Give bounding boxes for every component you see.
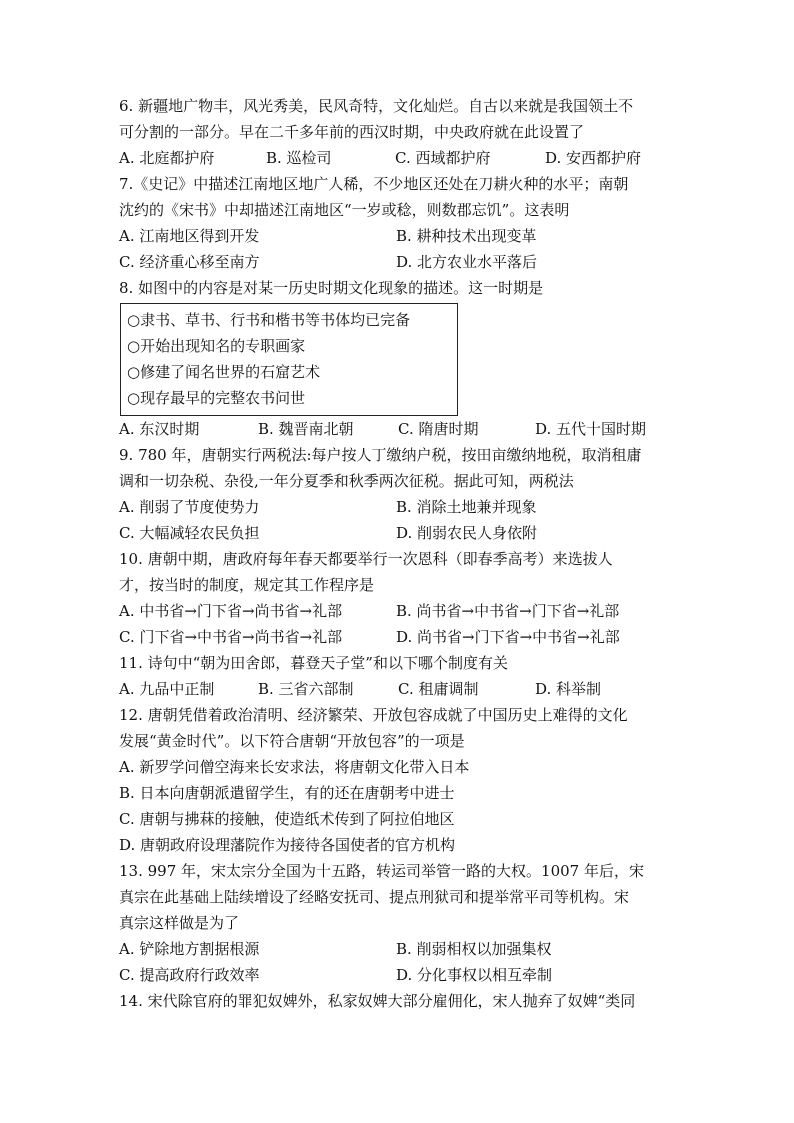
q10-stem-line-2: 才，按当时的制度，规定其工作程序是 [119,576,375,594]
q9-stem-line-1: 9. 780 年，唐朝实行两税法:每户按人丁缴纳户税，按田亩缴纳地税，取消租庸 [119,446,642,464]
q7-stem-line-1: 7.《史记》中描述江南地区地广人稀，不少地区还处在刀耕火种的水平；南朝 [119,175,629,193]
q9-option-b: B. 消除土地兼并现象 [396,498,537,516]
q8-stem-line-1: 8. 如图中的内容是对某一历史时期文化现象的描述。这一时期是 [119,279,544,297]
q12-option-a: A. 新罗学问僧空海来长安求法，将唐朝文化带入日本 [119,758,470,776]
q7-option-b: B. 耕种技术出现变革 [396,227,537,245]
q12-stem-line-2: 发展“黄金时代”。以下符合唐朝“开放包容”的一项是 [119,732,465,750]
q13-stem-line-2: 真宗在此基础上陆续增设了经略安抚司、提点刑狱司和提举常平司等机构。宋 [119,888,630,906]
q11-option-c: C. 租庸调制 [398,680,479,698]
q8-option-a: A. 东汉时期 [119,420,200,438]
q8-option-c: C. 隋唐时期 [398,420,479,438]
q11-stem-line-1: 11. 诗句中“朝为田舍郎，暮登天子堂”和以下哪个制度有关 [119,654,508,672]
q8-box-item: ○隶书、草书、行书和楷书等书体均已完备 [127,311,411,329]
q10-option-a: A. 中书省→门下省→尚书省→礼部 [119,602,343,620]
q12-option-b: B. 日本向唐朝派遣留学生，有的还在唐朝考中进士 [119,784,455,802]
q13-stem-line-1: 13. 997 年，宋太宗分全国为十五路，转运司举管一路的大权。1007 年后，宋 [119,862,644,880]
q13-option-c: C. 提高政府行政效率 [119,966,260,984]
q13-option-b: B. 削弱相权以加强集权 [396,940,552,958]
q8-box-item: ○修建了闻名世界的石窟艺术 [127,363,321,381]
q9-option-a: A. 削弱了节度使势力 [119,498,260,516]
q14-stem-line-1: 14. 宋代除官府的罪犯奴婢外，私家奴婢大部分雇佣化，宋人抛弃了奴婢“类同 [119,992,636,1010]
q9-stem-line-2: 调和一切杂税、杂役,一年分夏季和秋季两次征税。据此可知，两税法 [119,472,574,490]
q8-option-d: D. 五代十国时期 [535,420,647,438]
q7-option-c: C. 经济重心移至南方 [119,253,260,271]
q10-option-d: D. 尚书省→门下省→中书省→礼部 [396,628,620,646]
q13-option-a: A. 铲除地方割据根源 [119,940,260,958]
q12-option-c: C. 唐朝与拂菻的接触，使造纸术传到了阿拉伯地区 [119,810,455,828]
q11-option-b: B. 三省六部制 [258,680,354,698]
q11-option-d: D. 科举制 [535,680,602,698]
q10-option-c: C. 门下省→中书省→尚书省→礼部 [119,628,343,646]
q7-option-a: A. 江南地区得到开发 [119,227,260,245]
q8-box-item: ○现存最早的完整农书问世 [127,389,306,407]
q8-description-box [120,303,458,416]
q13-option-d: D. 分化事权以相互牵制 [396,966,553,984]
q6-option-c: C. 西域都护府 [395,149,491,167]
q12-stem-line-1: 12. 唐朝凭借着政治清明、经济繁荣、开放包容成就了中国历史上难得的文化 [119,706,628,724]
q7-stem-line-2: 沈约的《宋书》中却描述江南地区“一岁或稔，则数郡忘饥”。这表明 [119,201,570,219]
q9-option-c: C. 大幅减轻农民负担 [119,524,260,542]
q10-stem-line-1: 10. 唐朝中期，唐政府每年春天都要举行一次恩科（即春季高考）来选拔人 [119,550,613,568]
q13-stem-line-3: 真宗这样做是为了 [119,914,240,932]
q6-stem-line-1: 6. 新疆地广物丰，风光秀美，民风奇特，文化灿烂。自古以来就是我国领土不 [119,97,634,115]
q11-option-a: A. 九品中正制 [119,680,215,698]
q9-option-d: D. 削弱农民人身依附 [396,524,538,542]
q8-box-item: ○开始出现知名的专职画家 [127,337,306,355]
q12-option-d: D. 唐朝政府设理藩院作为接待各国使者的官方机构 [119,836,456,854]
q6-stem-line-2: 可分割的一部分。早在二千多年前的西汉时期，中央政府就在此设置了 [119,123,585,141]
q6-option-d: D. 安西都护府 [545,149,642,167]
q6-option-a: A. 北庭都护府 [119,149,215,167]
q8-option-b: B. 魏晋南北朝 [258,420,354,438]
q7-option-d: D. 北方农业水平落后 [396,253,538,271]
q6-option-b: B. 巡检司 [266,149,332,167]
q10-option-b: B. 尚书省→中书省→门下省→礼部 [396,602,620,620]
